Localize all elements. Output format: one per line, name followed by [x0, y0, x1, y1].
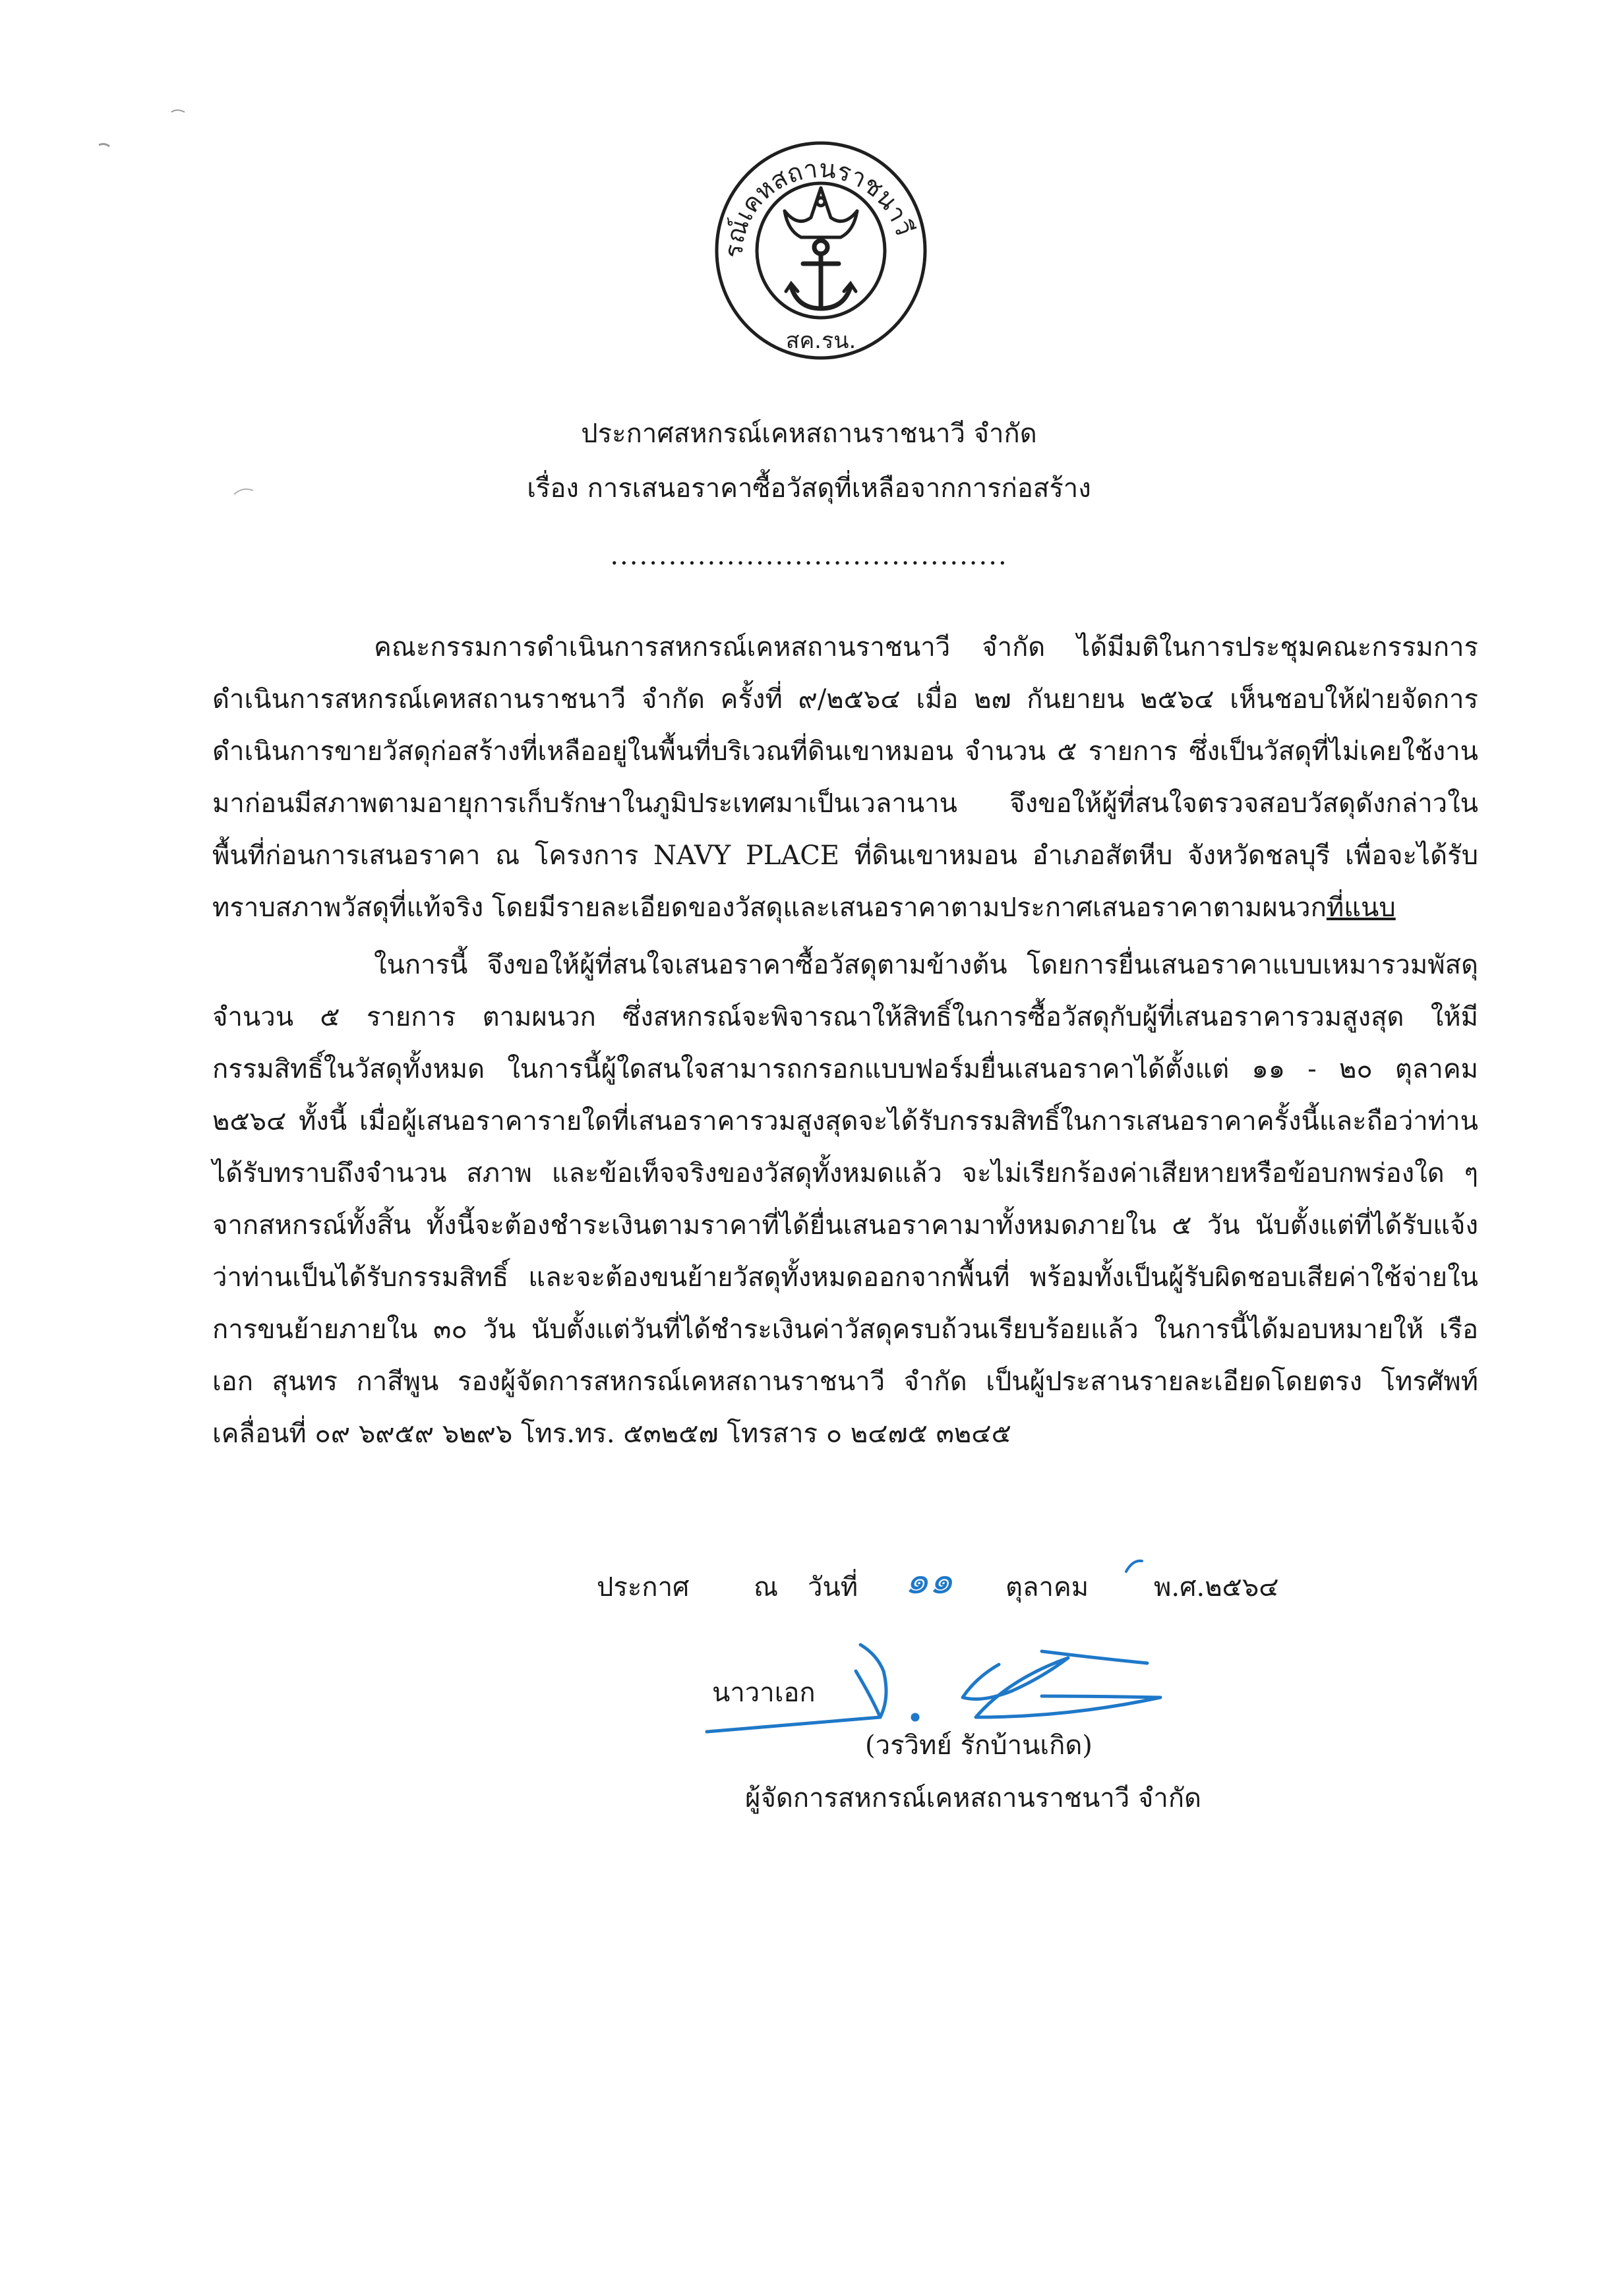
date-at-label: ณ — [754, 1572, 779, 1603]
paragraph-2: ในการนี้ จึงขอให้ผู้ที่สนใจเสนอราคาซื้อวัสดุตามข้างต้น โดยการยื่นเสนอราคาแบบเหมารวมพัสดุจำนวน ๕ รายการ ตามผนวก ซึ่งสหกรณ์จะพิจารณาให้สิทธิ์ในการซื้อวัสดุกับผู้ที่เสนอราคารวมสูงสุด ให้มีกรรมสิทธิ์ในวัสดุทั้งหมด ในการนี้ผู้ใดสนใจสามารถกรอกแบบฟอร์มยื่นเสนอราคาได้ตั้งแต่ ๑๑ - ๒๐ ตุลาคม ๒๕๖๔ ทั้งนี้ เมื่อผู้เสนอราคารายใดที่เสนอราคารวมสูงสุดจะได้รับกรรมสิทธิ์ในการเสนอราคาครั้งนี้และถือว่าท่านได้รับทราบถึงจำนวน สภาพ และข้อเท็จจริงของวัสดุทั้งหมดแล้ว จะไม่เรียกร้องค่าเสียหายหรือข้อบกพร่องใด ๆ จากสหกรณ์ทั้งสิ้น ทั้งนี้จะต้องชำระเงินตามราคาที่ได้ยื่นเสนอราคามาทั้งหมดภายใน ๕ วัน นับตั้งแต่ที่ได้รับแจ้งว่าท่านเป็นได้รับกรรมสิทธิ์ และจะต้องขนย้ายวัสดุทั้งหมดออกจากพื้นที่ พร้อมทั้งเป็นผู้รับผิดชอบเสียค่าใช้จ่ายในการขนย้ายภายใน ๓๐ วัน นับตั้งแต่วันที่ได้ชำระเงินค่าวัสดุครบถ้วนเรียบร้อยแล้ว ในการนี้ได้มอบหมายให้ เรือเอก สุนทร กาสีพูน รองผู้จัดการสหกรณ์เคหสถานราชนาวี จำกัด เป็นผู้ประสานรายละเอียดโดยตรง โทรศัพท์เคลื่อนที่ ๐๙ ๖๙๕๙ ๖๒๙๖ โทร.ทร. ๕๓๒๕๗ โทรสาร ๐ ๒๔๗๕ ๓๒๔๕ — [212, 950, 1478, 1449]
announcement-body — [212, 622, 1478, 1460]
scan-speck — [92, 105, 198, 158]
handwritten-tick-mark — [1121, 1557, 1147, 1577]
seal-arc-text: รณ์เคหสถานราชนาวี — [719, 154, 920, 259]
signatory-rank: นาวาเอก — [712, 1678, 816, 1708]
cooperative-seal — [712, 138, 930, 363]
paragraph-1 — [212, 622, 1478, 934]
scan-speck — [231, 481, 257, 501]
signatory-position: ผู้จัดการสหกรณ์เคหสถานราชนาวี จำกัด — [745, 1783, 1202, 1813]
announcement-subject: เรื่อง การเสนอราคาซื้อวัสดุที่เหลือจากการก่อสร้าง — [527, 473, 1091, 504]
seal-graphic — [712, 138, 930, 363]
attachment-reference: ที่แนบ — [1326, 893, 1396, 923]
date-announce-label: ประกาศ — [597, 1572, 690, 1603]
announcement-title: ประกาศสหกรณ์เคหสถานราชนาวี จำกัด — [581, 419, 1037, 449]
paragraph-1-text: คณะกรรมการดำเนินการสหกรณ์เคหสถานราชนาวี จำกัด ได้มีมติในการประชุมคณะกรรมการดำเนินการสหกรณ์เคหสถานราชนาวี จำกัด ครั้งที่ ๙/๒๕๖๔ เมื่อ ๒๗ กันยายน ๒๕๖๔ เห็นชอบให้ฝ่ายจัดการดำเนินการขายวัสดุก่อสร้างที่เหลืออยู่ในพื้นที่บริเวณที่ดินเขาหมอน จำนวน ๕ รายการ ซึ่งเป็นวัสดุที่ไม่เคยใช้งานมาก่อนมีสภาพตามอายุการเก็บรักษาในภูมิประเทศมาเป็นเวลานาน จึงขอให้ผู้ที่สนใจตรวจสอบวัสดุดังกล่าวในพื้นที่ก่อนการเสนอราคา ณ โครงการ NAVY PLACE ที่ดินเขาหมอน อำเภอสัตหีบ จังหวัดชลบุรี เพื่อจะได้รับทราบสภาพวัสดุที่แท้จริง โดยมีรายละเอียดของวัสดุและเสนอราคาตามประกาศเสนอราคาตามผนวก — [212, 632, 1478, 923]
divider-dots: ......................................... — [610, 541, 1008, 571]
date-day-label: วันที่ — [808, 1572, 858, 1603]
seal-abbrev: สค.รน. — [785, 328, 856, 354]
date-month: ตุลาคม — [1005, 1572, 1089, 1603]
date-day-value: ๑๑ — [905, 1558, 953, 1603]
signatory-name: (วรวิทย์ รักบ้านเกิด) — [865, 1730, 1093, 1761]
anchor-icon — [786, 241, 856, 309]
date-year: พ.ศ.๒๕๖๔ — [1154, 1572, 1279, 1603]
trident-crown-icon — [785, 188, 857, 237]
